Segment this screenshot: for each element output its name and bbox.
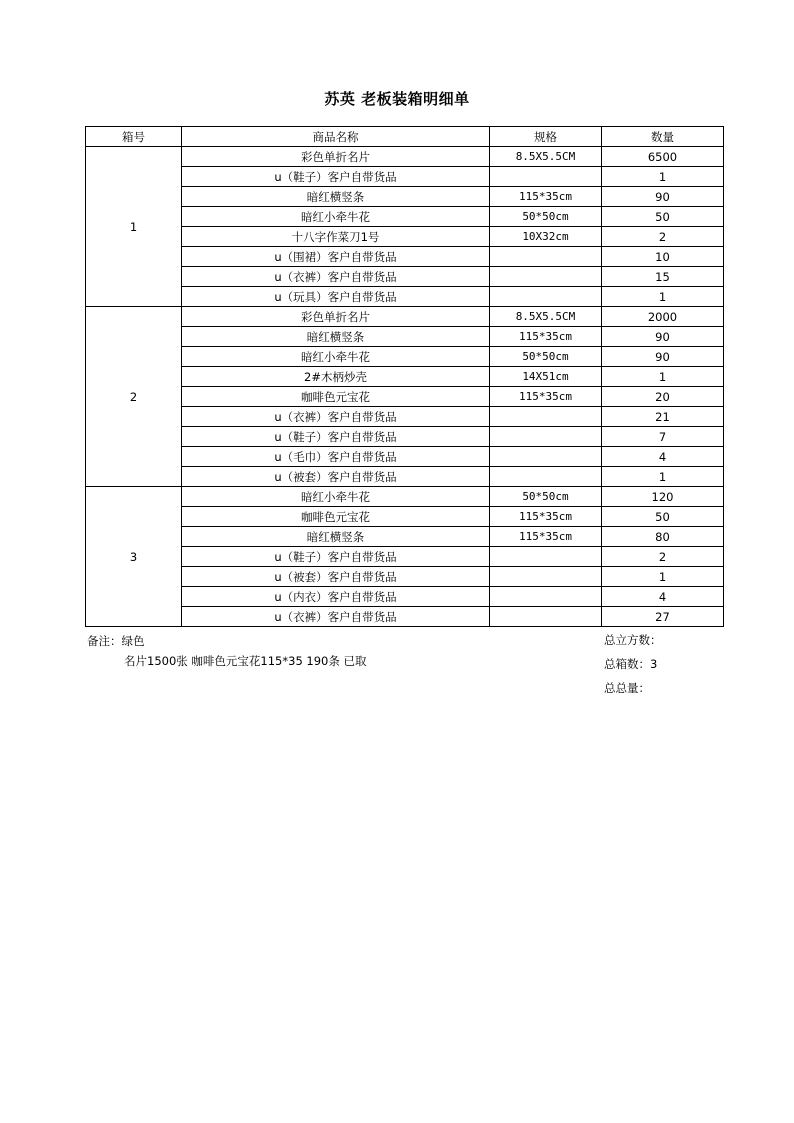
spec-cell: 115*35cm bbox=[490, 187, 602, 207]
spec-cell bbox=[490, 547, 602, 567]
table-row bbox=[86, 607, 724, 627]
box-number-cell: 1 bbox=[86, 147, 182, 307]
spec-cell bbox=[490, 267, 602, 287]
spec-cell bbox=[490, 407, 602, 427]
table-row bbox=[86, 167, 724, 187]
table-row bbox=[86, 587, 724, 607]
quantity-cell: 6500 bbox=[602, 147, 724, 167]
spec-cell bbox=[490, 287, 602, 307]
box-number-cell: 3 bbox=[86, 487, 182, 627]
quantity-cell: 1 bbox=[602, 167, 724, 187]
table-row bbox=[86, 507, 724, 527]
product-name-cell: u（围裙）客户自带货品 bbox=[182, 247, 490, 267]
spec-cell: 10X32cm bbox=[490, 227, 602, 247]
spec-cell bbox=[490, 587, 602, 607]
header-quantity: 数量 bbox=[602, 127, 724, 147]
product-name-cell: u（衣裤）客户自带货品 bbox=[182, 267, 490, 287]
notes bbox=[87, 631, 367, 671]
product-name-cell: 咖啡色元宝花 bbox=[182, 387, 490, 407]
quantity-cell: 2000 bbox=[602, 307, 724, 327]
spec-cell: 14X51cm bbox=[490, 367, 602, 387]
product-name-cell: u（被套）客户自带货品 bbox=[182, 567, 490, 587]
header-product-name: 商品名称 bbox=[182, 127, 490, 147]
spec-cell: 8.5X5.5CM bbox=[490, 147, 602, 167]
product-name-cell: 彩色单折名片 bbox=[182, 147, 490, 167]
table-row bbox=[86, 407, 724, 427]
spec-cell: 50*50cm bbox=[490, 207, 602, 227]
summary-total-volume: 总立方数： bbox=[604, 633, 662, 647]
table-row bbox=[86, 567, 724, 587]
spec-cell bbox=[490, 247, 602, 267]
summary-total-boxes: 总箱数：3 bbox=[604, 657, 658, 671]
table-header-row bbox=[86, 127, 724, 147]
quantity-cell: 4 bbox=[602, 587, 724, 607]
summary-total-quantity: 总总量： bbox=[604, 681, 650, 695]
quantity-cell: 50 bbox=[602, 507, 724, 527]
quantity-cell: 90 bbox=[602, 327, 724, 347]
summary bbox=[604, 628, 662, 700]
quantity-cell: 120 bbox=[602, 487, 724, 507]
spec-cell: 115*35cm bbox=[490, 527, 602, 547]
packing-table bbox=[85, 126, 724, 627]
table-row bbox=[86, 227, 724, 247]
table-row bbox=[86, 447, 724, 467]
spec-cell: 115*35cm bbox=[490, 507, 602, 527]
product-name-cell: 暗红横竖条 bbox=[182, 327, 490, 347]
product-name-cell: 2#木柄炒壳 bbox=[182, 367, 490, 387]
spec-cell bbox=[490, 427, 602, 447]
product-name-cell: 十八字作菜刀1号 bbox=[182, 227, 490, 247]
quantity-cell: 4 bbox=[602, 447, 724, 467]
spec-cell: 115*35cm bbox=[490, 387, 602, 407]
quantity-cell: 20 bbox=[602, 387, 724, 407]
quantity-cell: 90 bbox=[602, 187, 724, 207]
table-row bbox=[86, 207, 724, 227]
quantity-cell: 2 bbox=[602, 227, 724, 247]
table-row bbox=[86, 347, 724, 367]
product-name-cell: 暗红横竖条 bbox=[182, 187, 490, 207]
product-name-cell: 彩色单折名片 bbox=[182, 307, 490, 327]
table-row bbox=[86, 387, 724, 407]
table-row bbox=[86, 547, 724, 567]
product-name-cell: u（玩具）客户自带货品 bbox=[182, 287, 490, 307]
quantity-cell: 10 bbox=[602, 247, 724, 267]
product-name-cell: 暗红小牵牛花 bbox=[182, 207, 490, 227]
product-name-cell: u（衣裤）客户自带货品 bbox=[182, 607, 490, 627]
table-row bbox=[86, 427, 724, 447]
product-name-cell: u（被套）客户自带货品 bbox=[182, 467, 490, 487]
quantity-cell: 21 bbox=[602, 407, 724, 427]
product-name-cell: 暗红小牵牛花 bbox=[182, 347, 490, 367]
product-name-cell: u（鞋子）客户自带货品 bbox=[182, 167, 490, 187]
quantity-cell: 80 bbox=[602, 527, 724, 547]
product-name-cell: u（内衣）客户自带货品 bbox=[182, 587, 490, 607]
spec-cell bbox=[490, 447, 602, 467]
product-name-cell: u（鞋子）客户自带货品 bbox=[182, 547, 490, 567]
quantity-cell: 1 bbox=[602, 367, 724, 387]
quantity-cell: 1 bbox=[602, 467, 724, 487]
quantity-cell: 2 bbox=[602, 547, 724, 567]
table-row bbox=[86, 307, 724, 327]
spec-cell bbox=[490, 607, 602, 627]
table-body bbox=[86, 147, 724, 627]
product-name-cell: 暗红横竖条 bbox=[182, 527, 490, 547]
quantity-cell: 27 bbox=[602, 607, 724, 627]
notes-line-2: 名片1500张 咖啡色元宝花115*35 190条 已取 bbox=[124, 654, 367, 668]
spec-cell: 8.5X5.5CM bbox=[490, 307, 602, 327]
header-spec: 规格 bbox=[490, 127, 602, 147]
table-row bbox=[86, 147, 724, 167]
table-row bbox=[86, 287, 724, 307]
spec-cell: 115*35cm bbox=[490, 327, 602, 347]
quantity-cell: 15 bbox=[602, 267, 724, 287]
spec-cell bbox=[490, 567, 602, 587]
table-row bbox=[86, 527, 724, 547]
table-row bbox=[86, 327, 724, 347]
quantity-cell: 7 bbox=[602, 427, 724, 447]
product-name-cell: 咖啡色元宝花 bbox=[182, 507, 490, 527]
table-row bbox=[86, 367, 724, 387]
table-row bbox=[86, 247, 724, 267]
page-title: 苏英 老板装箱明细单 bbox=[324, 90, 470, 108]
spec-cell: 50*50cm bbox=[490, 347, 602, 367]
product-name-cell: 暗红小牵牛花 bbox=[182, 487, 490, 507]
table-row bbox=[86, 487, 724, 507]
table-row bbox=[86, 267, 724, 287]
quantity-cell: 1 bbox=[602, 567, 724, 587]
spec-cell: 50*50cm bbox=[490, 487, 602, 507]
product-name-cell: u（鞋子）客户自带货品 bbox=[182, 427, 490, 447]
table-row bbox=[86, 187, 724, 207]
notes-line-1: 备注：绿色 bbox=[87, 634, 145, 648]
product-name-cell: u（毛巾）客户自带货品 bbox=[182, 447, 490, 467]
quantity-cell: 1 bbox=[602, 287, 724, 307]
header-box-number: 箱号 bbox=[86, 127, 182, 147]
spec-cell bbox=[490, 167, 602, 187]
product-name-cell: u（衣裤）客户自带货品 bbox=[182, 407, 490, 427]
quantity-cell: 50 bbox=[602, 207, 724, 227]
quantity-cell: 90 bbox=[602, 347, 724, 367]
spec-cell bbox=[490, 467, 602, 487]
box-number-cell: 2 bbox=[86, 307, 182, 487]
table-row bbox=[86, 467, 724, 487]
